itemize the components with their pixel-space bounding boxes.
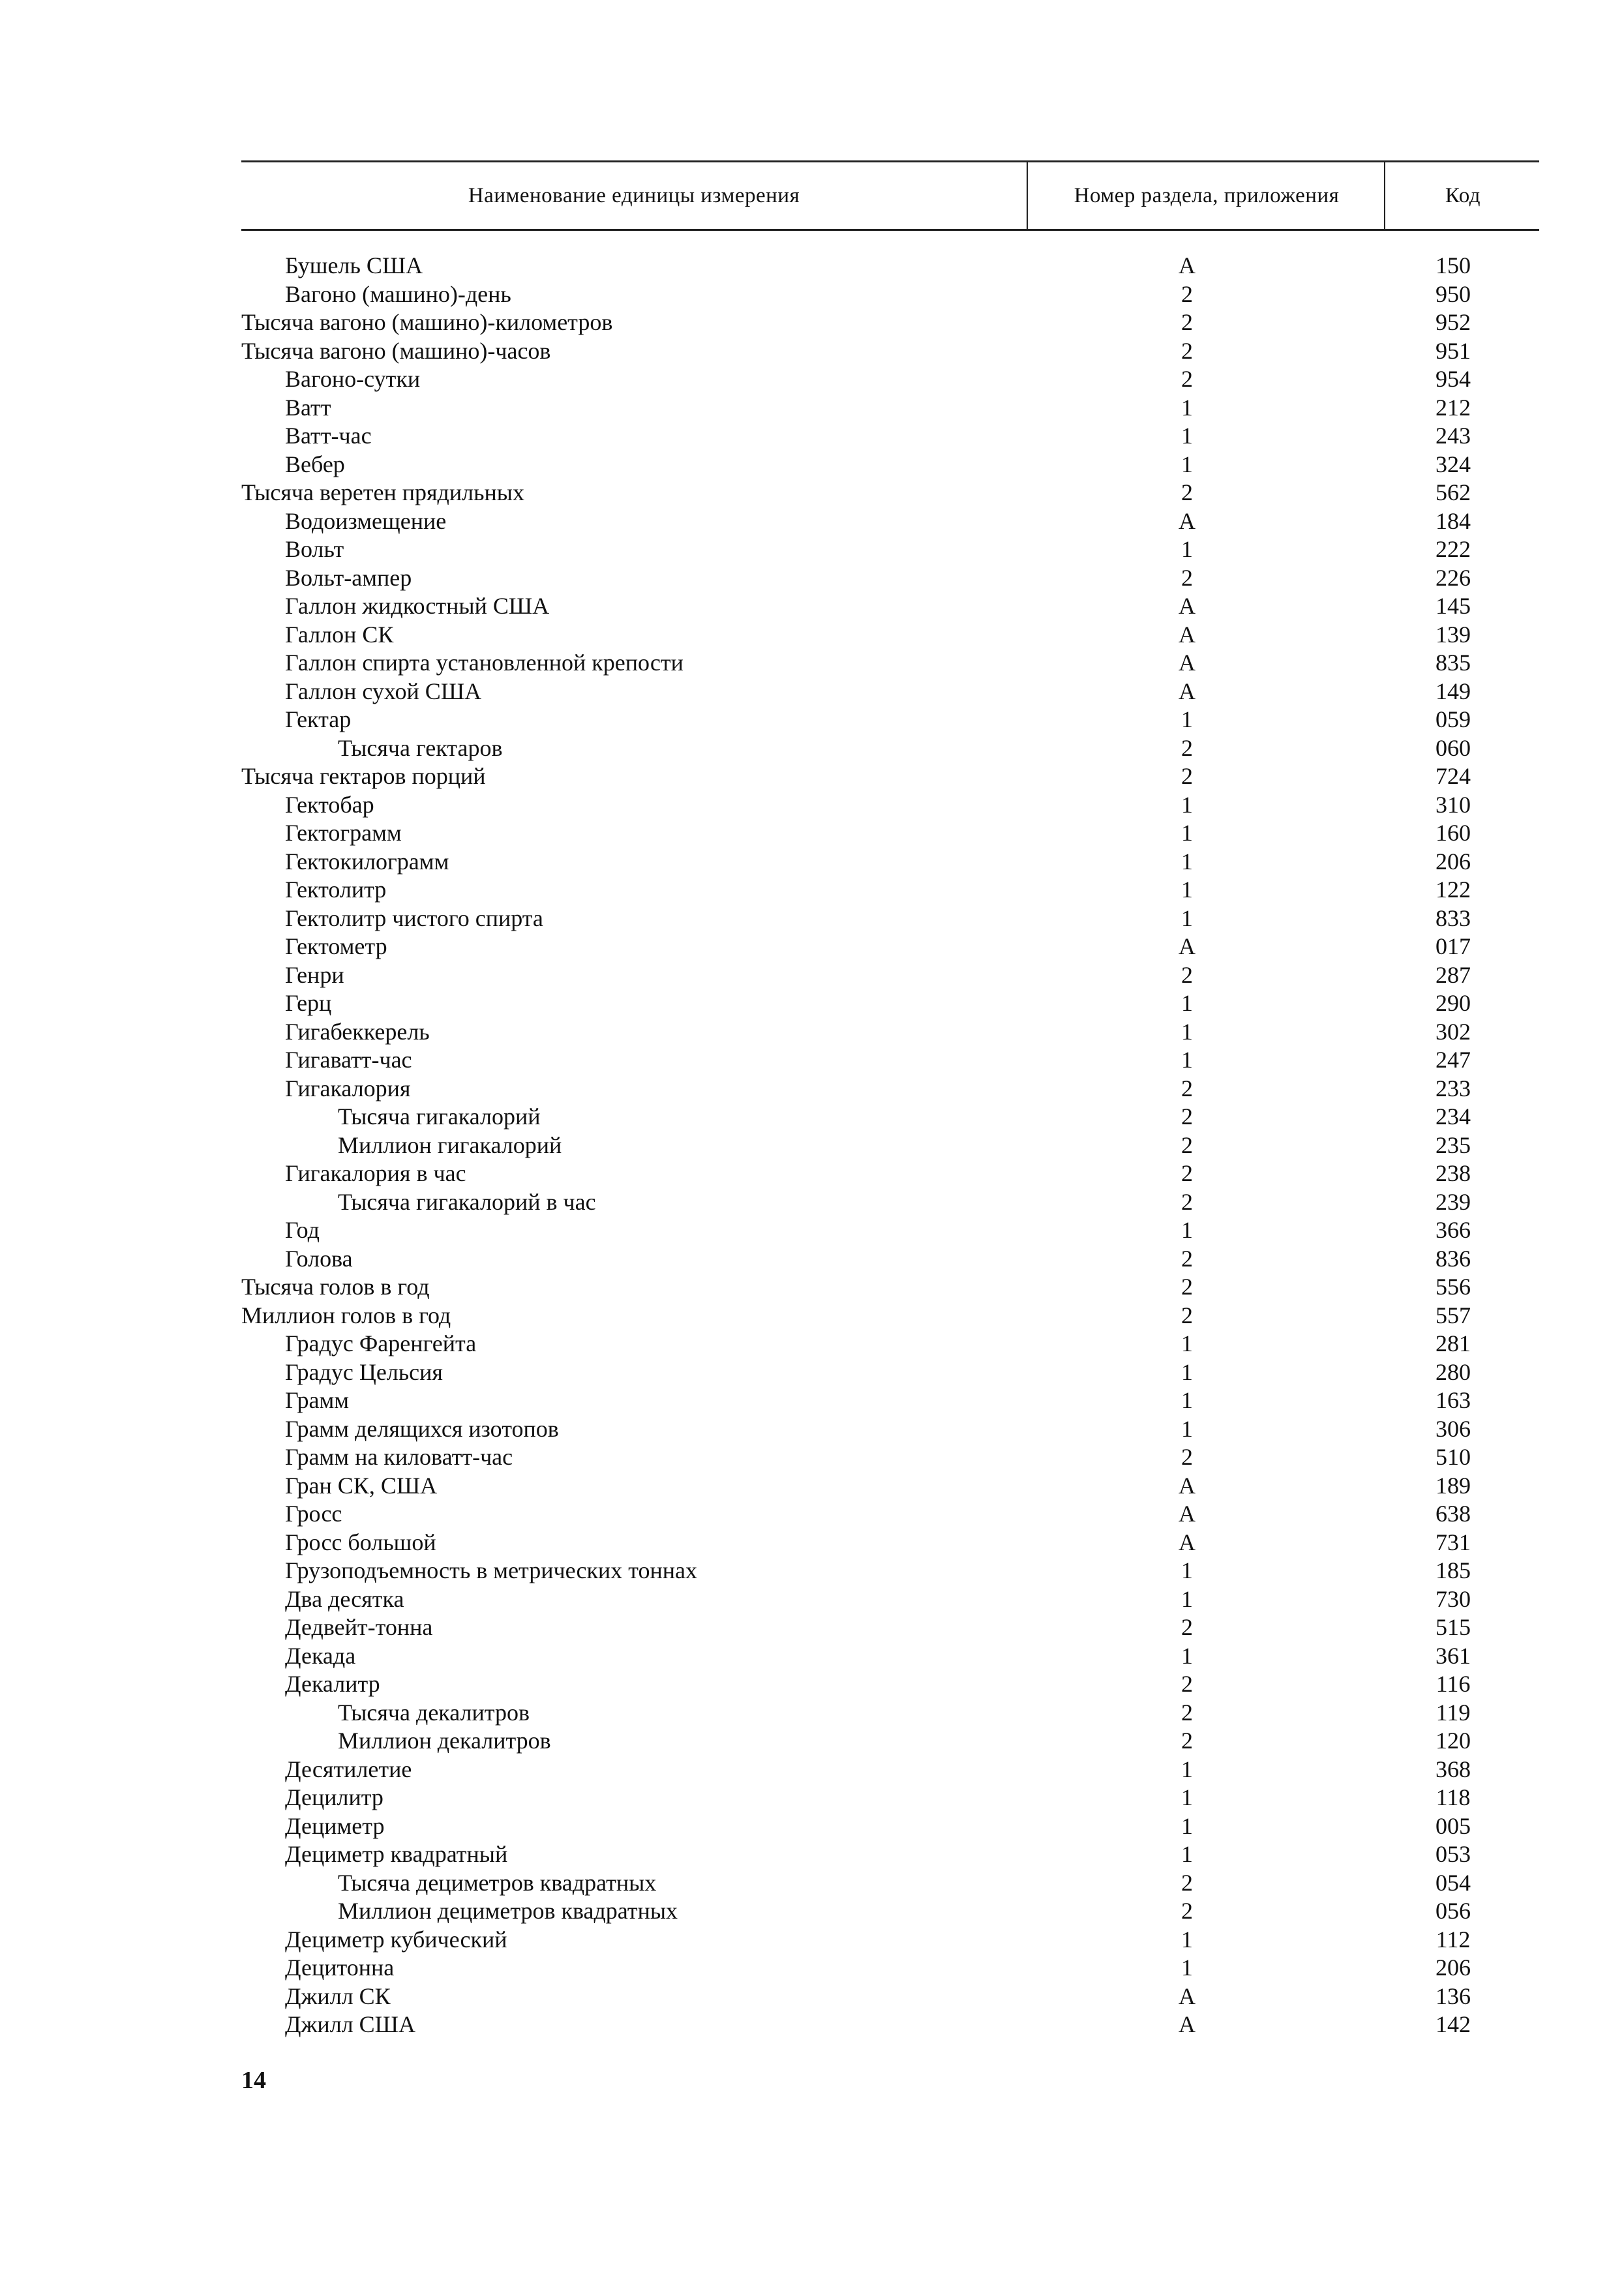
unit-code: 238 xyxy=(1436,1160,1471,1186)
unit-code: 556 xyxy=(1436,1274,1471,1300)
unit-code: 280 xyxy=(1436,1358,1471,1385)
section-number: 2 xyxy=(1181,1614,1193,1640)
unit-code: 206 xyxy=(1436,848,1471,875)
unit-code: 235 xyxy=(1436,1131,1471,1158)
unit-code: 142 xyxy=(1436,2011,1471,2037)
unit-code: 145 xyxy=(1436,593,1471,619)
table-row xyxy=(241,734,1539,763)
unit-code: 212 xyxy=(1436,394,1471,421)
table-row xyxy=(241,961,1539,990)
unit-code: 368 xyxy=(1436,1756,1471,1782)
unit-name: Тысяча декалитров xyxy=(338,1699,530,1726)
section-number: 2 xyxy=(1181,1898,1193,1924)
unit-name: Вебер xyxy=(285,451,345,477)
unit-name: Вагоно (машино)-день xyxy=(285,280,511,307)
unit-name: Грузоподъемность в метрических тоннах xyxy=(285,1557,697,1583)
section-number: А xyxy=(1179,933,1195,959)
section-number: 2 xyxy=(1181,1075,1193,1101)
table-row xyxy=(241,1642,1539,1671)
unit-name: Децилитр xyxy=(285,1784,383,1810)
unit-name: Гигабеккерель xyxy=(285,1018,430,1045)
unit-name: Гектобар xyxy=(285,791,374,818)
table-row xyxy=(241,1216,1539,1245)
unit-name: Дециметр xyxy=(285,1812,385,1839)
table-row xyxy=(241,451,1539,479)
unit-code: 366 xyxy=(1436,1217,1471,1243)
unit-code: 160 xyxy=(1436,820,1471,846)
table-row xyxy=(241,1245,1539,1274)
unit-name: Герц xyxy=(285,990,332,1016)
unit-name: Гектолитр xyxy=(285,876,387,903)
unit-code: 835 xyxy=(1436,650,1471,676)
column-header-code: Код xyxy=(1384,162,1541,229)
section-number: 2 xyxy=(1181,1274,1193,1300)
unit-name: Тысяча веретен прядильных xyxy=(241,479,524,505)
table-row xyxy=(241,1926,1539,1954)
section-number: 1 xyxy=(1181,1784,1193,1810)
unit-name: Гектометр xyxy=(285,933,387,959)
table-row xyxy=(241,819,1539,848)
unit-name: Миллион декалитров xyxy=(338,1728,551,1754)
unit-code: 054 xyxy=(1436,1869,1471,1896)
table-row xyxy=(241,2011,1539,2039)
page-number: 14 xyxy=(241,2067,266,2094)
table-row xyxy=(241,649,1539,678)
unit-name: Миллион дециметров квадратных xyxy=(338,1898,678,1924)
unit-name: Грамм xyxy=(285,1387,350,1413)
table-row xyxy=(241,422,1539,451)
table-row xyxy=(241,791,1539,820)
unit-code: 287 xyxy=(1436,961,1471,988)
unit-code: 150 xyxy=(1436,252,1471,278)
unit-name: Тысяча голов в год xyxy=(241,1274,430,1300)
unit-code: 234 xyxy=(1436,1103,1471,1130)
section-number: 2 xyxy=(1181,564,1193,591)
section-number: 1 xyxy=(1181,876,1193,903)
table-body xyxy=(241,252,1539,2039)
unit-name: Гектар xyxy=(285,706,352,732)
section-number: А xyxy=(1179,507,1195,534)
table-row xyxy=(241,337,1539,366)
table-row xyxy=(241,1557,1539,1585)
unit-code: 163 xyxy=(1436,1387,1471,1413)
unit-code: 136 xyxy=(1436,1983,1471,2009)
unit-code: 239 xyxy=(1436,1188,1471,1215)
table-row xyxy=(241,1840,1539,1869)
section-number: 2 xyxy=(1181,366,1193,392)
table-row xyxy=(241,1386,1539,1415)
section-number: 1 xyxy=(1181,1330,1193,1356)
section-number: 2 xyxy=(1181,1103,1193,1130)
table-row xyxy=(241,1727,1539,1756)
unit-name: Джилл СК xyxy=(285,1983,391,2009)
table-row xyxy=(241,1188,1539,1217)
unit-code: 189 xyxy=(1436,1472,1471,1499)
unit-code: 836 xyxy=(1436,1245,1471,1272)
table-row xyxy=(241,1756,1539,1784)
unit-name: Декада xyxy=(285,1642,356,1669)
unit-code: 120 xyxy=(1436,1728,1471,1754)
unit-name: Два десятка xyxy=(285,1585,404,1612)
table-row xyxy=(241,1131,1539,1160)
table-row xyxy=(241,1415,1539,1444)
table-row xyxy=(241,1784,1539,1812)
table-row xyxy=(241,1160,1539,1188)
unit-name: Ватт-час xyxy=(285,423,372,449)
table-row xyxy=(241,564,1539,593)
section-number: 2 xyxy=(1181,1444,1193,1470)
section-number: 1 xyxy=(1181,1756,1193,1782)
table-row xyxy=(241,621,1539,650)
table-row xyxy=(241,1330,1539,1358)
section-number: 2 xyxy=(1181,1188,1193,1215)
unit-code: 952 xyxy=(1436,309,1471,335)
unit-code: 306 xyxy=(1436,1415,1471,1442)
section-number: 1 xyxy=(1181,706,1193,732)
section-number: 1 xyxy=(1181,1812,1193,1839)
unit-name: Миллион голов в год xyxy=(241,1302,451,1328)
section-number: 1 xyxy=(1181,905,1193,931)
section-number: 2 xyxy=(1181,337,1193,364)
section-number: 2 xyxy=(1181,1160,1193,1186)
section-number: 1 xyxy=(1181,536,1193,562)
unit-code: 122 xyxy=(1436,876,1471,903)
table-row xyxy=(241,592,1539,621)
table-row xyxy=(241,1358,1539,1387)
section-number: 1 xyxy=(1181,1954,1193,1981)
unit-code: 247 xyxy=(1436,1047,1471,1073)
unit-code: 510 xyxy=(1436,1444,1471,1470)
unit-name: Грамм делящихся изотопов xyxy=(285,1415,559,1442)
unit-name: Гигаватт-час xyxy=(285,1047,412,1073)
unit-name: Тысяча вагоно (машино)-километров xyxy=(241,309,613,335)
table-row xyxy=(241,1954,1539,1983)
section-number: 1 xyxy=(1181,1557,1193,1583)
unit-name: Гектолитр чистого спирта xyxy=(285,905,543,931)
unit-name: Галлон сухой США xyxy=(285,678,482,704)
unit-name: Вольт xyxy=(285,536,344,562)
unit-name: Год xyxy=(285,1217,320,1243)
table-row xyxy=(241,507,1539,536)
unit-name: Гигакалория xyxy=(285,1075,411,1101)
section-number: 2 xyxy=(1181,280,1193,307)
table-row xyxy=(241,1273,1539,1302)
unit-code: 119 xyxy=(1436,1699,1471,1726)
section-number: 2 xyxy=(1181,961,1193,988)
section-number: 1 xyxy=(1181,848,1193,875)
unit-name: Водоизмещение xyxy=(285,507,447,534)
unit-code: 185 xyxy=(1436,1557,1471,1583)
section-number: А xyxy=(1179,2011,1195,2037)
section-number: 1 xyxy=(1181,1841,1193,1867)
column-header-name: Наименование единицы измерения xyxy=(468,183,800,207)
table-row xyxy=(241,1613,1539,1642)
section-number: 1 xyxy=(1181,1926,1193,1953)
unit-code: 730 xyxy=(1436,1585,1471,1612)
table-row xyxy=(241,989,1539,1018)
table-row xyxy=(241,1302,1539,1330)
unit-name: Тысяча вагоно (машино)-часов xyxy=(241,337,551,364)
section-number: 1 xyxy=(1181,451,1193,477)
unit-code: 310 xyxy=(1436,791,1471,818)
unit-code: 954 xyxy=(1436,366,1471,392)
table-row xyxy=(241,848,1539,876)
section-number: 2 xyxy=(1181,1699,1193,1726)
unit-code: 005 xyxy=(1436,1812,1471,1839)
table-row xyxy=(241,365,1539,394)
table-row xyxy=(241,1529,1539,1557)
table-row xyxy=(241,1018,1539,1047)
table-row xyxy=(241,1585,1539,1614)
section-number: А xyxy=(1179,1529,1195,1555)
unit-code: 222 xyxy=(1436,536,1471,562)
unit-code: 361 xyxy=(1436,1642,1471,1669)
table-row xyxy=(241,1897,1539,1926)
table-row xyxy=(241,1046,1539,1075)
unit-name: Дециметр квадратный xyxy=(285,1841,508,1867)
section-number: А xyxy=(1179,1472,1195,1499)
section-number: 2 xyxy=(1181,1245,1193,1272)
section-number: А xyxy=(1179,1983,1195,2009)
unit-name: Галлон жидкостный США xyxy=(285,593,550,619)
section-number: 1 xyxy=(1181,1415,1193,1442)
unit-code: 562 xyxy=(1436,479,1471,505)
unit-name: Гектокилограмм xyxy=(285,848,449,875)
table-row xyxy=(241,1075,1539,1103)
unit-code: 243 xyxy=(1436,423,1471,449)
table-row xyxy=(241,876,1539,905)
section-number: А xyxy=(1179,650,1195,676)
unit-name: Декалитр xyxy=(285,1671,380,1697)
table-row xyxy=(241,280,1539,309)
unit-name: Вольт-ампер xyxy=(285,564,412,591)
section-number: 1 xyxy=(1181,1047,1193,1073)
table-row xyxy=(241,394,1539,423)
table-row xyxy=(241,535,1539,564)
unit-code: 324 xyxy=(1436,451,1471,477)
section-number: 1 xyxy=(1181,990,1193,1016)
unit-name: Тысяча гигакалорий в час xyxy=(338,1188,596,1215)
section-number: А xyxy=(1179,1501,1195,1527)
unit-name: Гигакалория в час xyxy=(285,1160,466,1186)
table-row xyxy=(241,1812,1539,1841)
unit-code: 233 xyxy=(1436,1075,1471,1101)
unit-code: 833 xyxy=(1436,905,1471,931)
section-number: 1 xyxy=(1181,820,1193,846)
section-number: 2 xyxy=(1181,1302,1193,1328)
section-number: 1 xyxy=(1181,1217,1193,1243)
unit-name: Гектограмм xyxy=(285,820,402,846)
section-number: 1 xyxy=(1181,1387,1193,1413)
section-number: 2 xyxy=(1181,1728,1193,1754)
unit-code: 951 xyxy=(1436,337,1471,364)
section-number: 2 xyxy=(1181,763,1193,789)
unit-code: 724 xyxy=(1436,763,1471,789)
table-row xyxy=(241,1869,1539,1898)
unit-code: 116 xyxy=(1436,1671,1471,1697)
table-row xyxy=(241,1443,1539,1472)
unit-code: 118 xyxy=(1436,1784,1471,1810)
unit-name: Галлон СК xyxy=(285,621,394,648)
unit-name: Грамм на киловатт-час xyxy=(285,1444,513,1470)
table-row xyxy=(241,1699,1539,1728)
table-row xyxy=(241,479,1539,507)
unit-name: Десятилетие xyxy=(285,1756,412,1782)
unit-name: Дедвейт-тонна xyxy=(285,1614,433,1640)
unit-code: 731 xyxy=(1436,1529,1471,1555)
unit-name: Децитонна xyxy=(285,1954,395,1981)
table-row xyxy=(241,1983,1539,2011)
unit-name: Тысяча дециметров квадратных xyxy=(338,1869,657,1896)
unit-name: Ватт xyxy=(285,394,331,421)
section-number: 2 xyxy=(1181,734,1193,761)
unit-name: Дециметр кубический xyxy=(285,1926,507,1953)
unit-code: 281 xyxy=(1436,1330,1471,1356)
unit-name: Гран СК, США xyxy=(285,1472,438,1499)
unit-code: 017 xyxy=(1436,933,1471,959)
unit-name: Градус Цельсия xyxy=(285,1358,443,1385)
unit-code: 053 xyxy=(1436,1841,1471,1867)
unit-name: Гросс xyxy=(285,1501,342,1527)
unit-name: Миллион гигакалорий xyxy=(338,1131,562,1158)
table-row xyxy=(241,1472,1539,1501)
unit-code: 950 xyxy=(1436,280,1471,307)
table-row xyxy=(241,1670,1539,1699)
unit-code: 139 xyxy=(1436,621,1471,648)
unit-code: 638 xyxy=(1436,1501,1471,1527)
column-header-section: Номер раздела, приложения xyxy=(1027,162,1385,229)
unit-name: Гросс большой xyxy=(285,1529,436,1555)
section-number: 1 xyxy=(1181,791,1193,818)
unit-code: 557 xyxy=(1436,1302,1471,1328)
section-number: А xyxy=(1179,678,1195,704)
table-row xyxy=(241,678,1539,706)
section-number: А xyxy=(1179,593,1195,619)
section-number: 1 xyxy=(1181,1642,1193,1669)
section-number: 2 xyxy=(1181,479,1193,505)
unit-code: 290 xyxy=(1436,990,1471,1016)
unit-name: Голова xyxy=(285,1245,353,1272)
unit-name: Галлон спирта установленной крепости xyxy=(285,650,684,676)
section-number: 1 xyxy=(1181,394,1193,421)
section-number: 2 xyxy=(1181,1671,1193,1697)
unit-code: 060 xyxy=(1436,734,1471,761)
unit-name: Тысяча гектаров xyxy=(338,734,503,761)
section-number: А xyxy=(1179,252,1195,278)
table-row xyxy=(241,252,1539,280)
section-number: 1 xyxy=(1181,1585,1193,1612)
table-row xyxy=(241,706,1539,734)
unit-name: Тысяча гектаров порций xyxy=(241,763,486,789)
unit-code: 206 xyxy=(1436,1954,1471,1981)
section-number: 1 xyxy=(1181,1018,1193,1045)
unit-name: Тысяча гигакалорий xyxy=(338,1103,541,1130)
table-row xyxy=(241,905,1539,933)
table-row xyxy=(241,933,1539,961)
table-row xyxy=(241,1103,1539,1131)
table-row xyxy=(241,762,1539,791)
unit-name: Градус Фаренгейта xyxy=(285,1330,477,1356)
unit-code: 112 xyxy=(1436,1926,1471,1953)
table-row xyxy=(241,1500,1539,1529)
section-number: 1 xyxy=(1181,1358,1193,1385)
unit-name: Джилл США xyxy=(285,2011,415,2037)
unit-code: 302 xyxy=(1436,1018,1471,1045)
table-header xyxy=(241,160,1539,231)
unit-code: 226 xyxy=(1436,564,1471,591)
unit-code: 515 xyxy=(1436,1614,1471,1640)
unit-code: 056 xyxy=(1436,1898,1471,1924)
unit-code: 184 xyxy=(1436,507,1471,534)
section-number: 2 xyxy=(1181,1131,1193,1158)
unit-name: Бушель США xyxy=(285,252,423,278)
unit-code: 149 xyxy=(1436,678,1471,704)
section-number: 1 xyxy=(1181,423,1193,449)
unit-code: 059 xyxy=(1436,706,1471,732)
section-number: А xyxy=(1179,621,1195,648)
table-row xyxy=(241,308,1539,337)
unit-name: Генри xyxy=(285,961,344,988)
section-number: 2 xyxy=(1181,1869,1193,1896)
section-number: 2 xyxy=(1181,309,1193,335)
unit-name: Вагоно-сутки xyxy=(285,366,421,392)
